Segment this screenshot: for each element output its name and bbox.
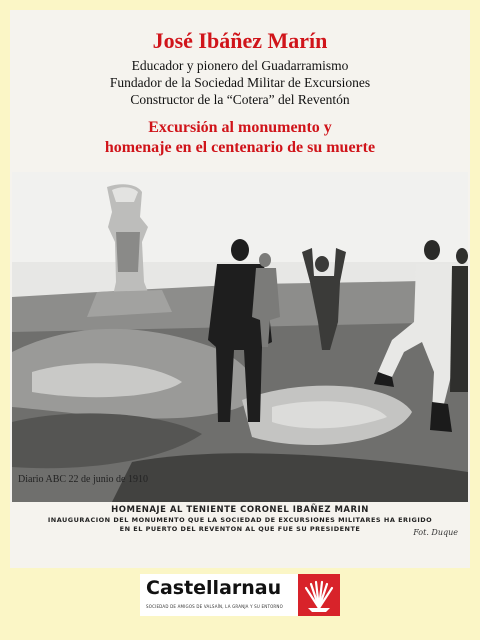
- fan-logo-icon: [298, 574, 340, 616]
- subtitle-educator: Educador y pionero del Guadarramismo: [131, 58, 349, 73]
- event-title-line2: homenaje en el centenario de su muerte: [104, 139, 376, 156]
- page-title: José Ibáñez Marín: [152, 28, 328, 53]
- caption-line2: INAUGURACION DEL MONUMENTO QUE LA SOCIEDAD DE EXCURSIONES MILITARES HA ERIGIDO: [47, 516, 433, 524]
- subtitle-builder: Constructor de la “Cotera” del Reventón: [130, 92, 350, 107]
- historic-photo: [12, 172, 468, 502]
- sponsor-logo[interactable]: [140, 574, 340, 616]
- event-title-line1: Excursión al monumento y: [148, 119, 332, 136]
- photographer-credit: Fot. Duque: [413, 528, 458, 537]
- sponsor-tagline: SOCIEDAD DE AMIGOS DE VALSAÍN, LA GRANJA Y SU ENTORNO: [146, 604, 283, 609]
- caption-title: HOMENAJE AL TENIENTE CORONEL IBAÑEZ MARIN: [111, 505, 369, 515]
- photo-credit: Diario ABC 22 de junio de 1910: [18, 474, 148, 485]
- subtitle-founder: Fundador de la Sociedad Militar de Excursiones: [109, 75, 371, 90]
- sponsor-name: Castellarnau: [146, 577, 282, 599]
- caption-line3: EN EL PUERTO DEL REVENTON AL QUE FUE SU PRESIDENTE: [119, 525, 361, 533]
